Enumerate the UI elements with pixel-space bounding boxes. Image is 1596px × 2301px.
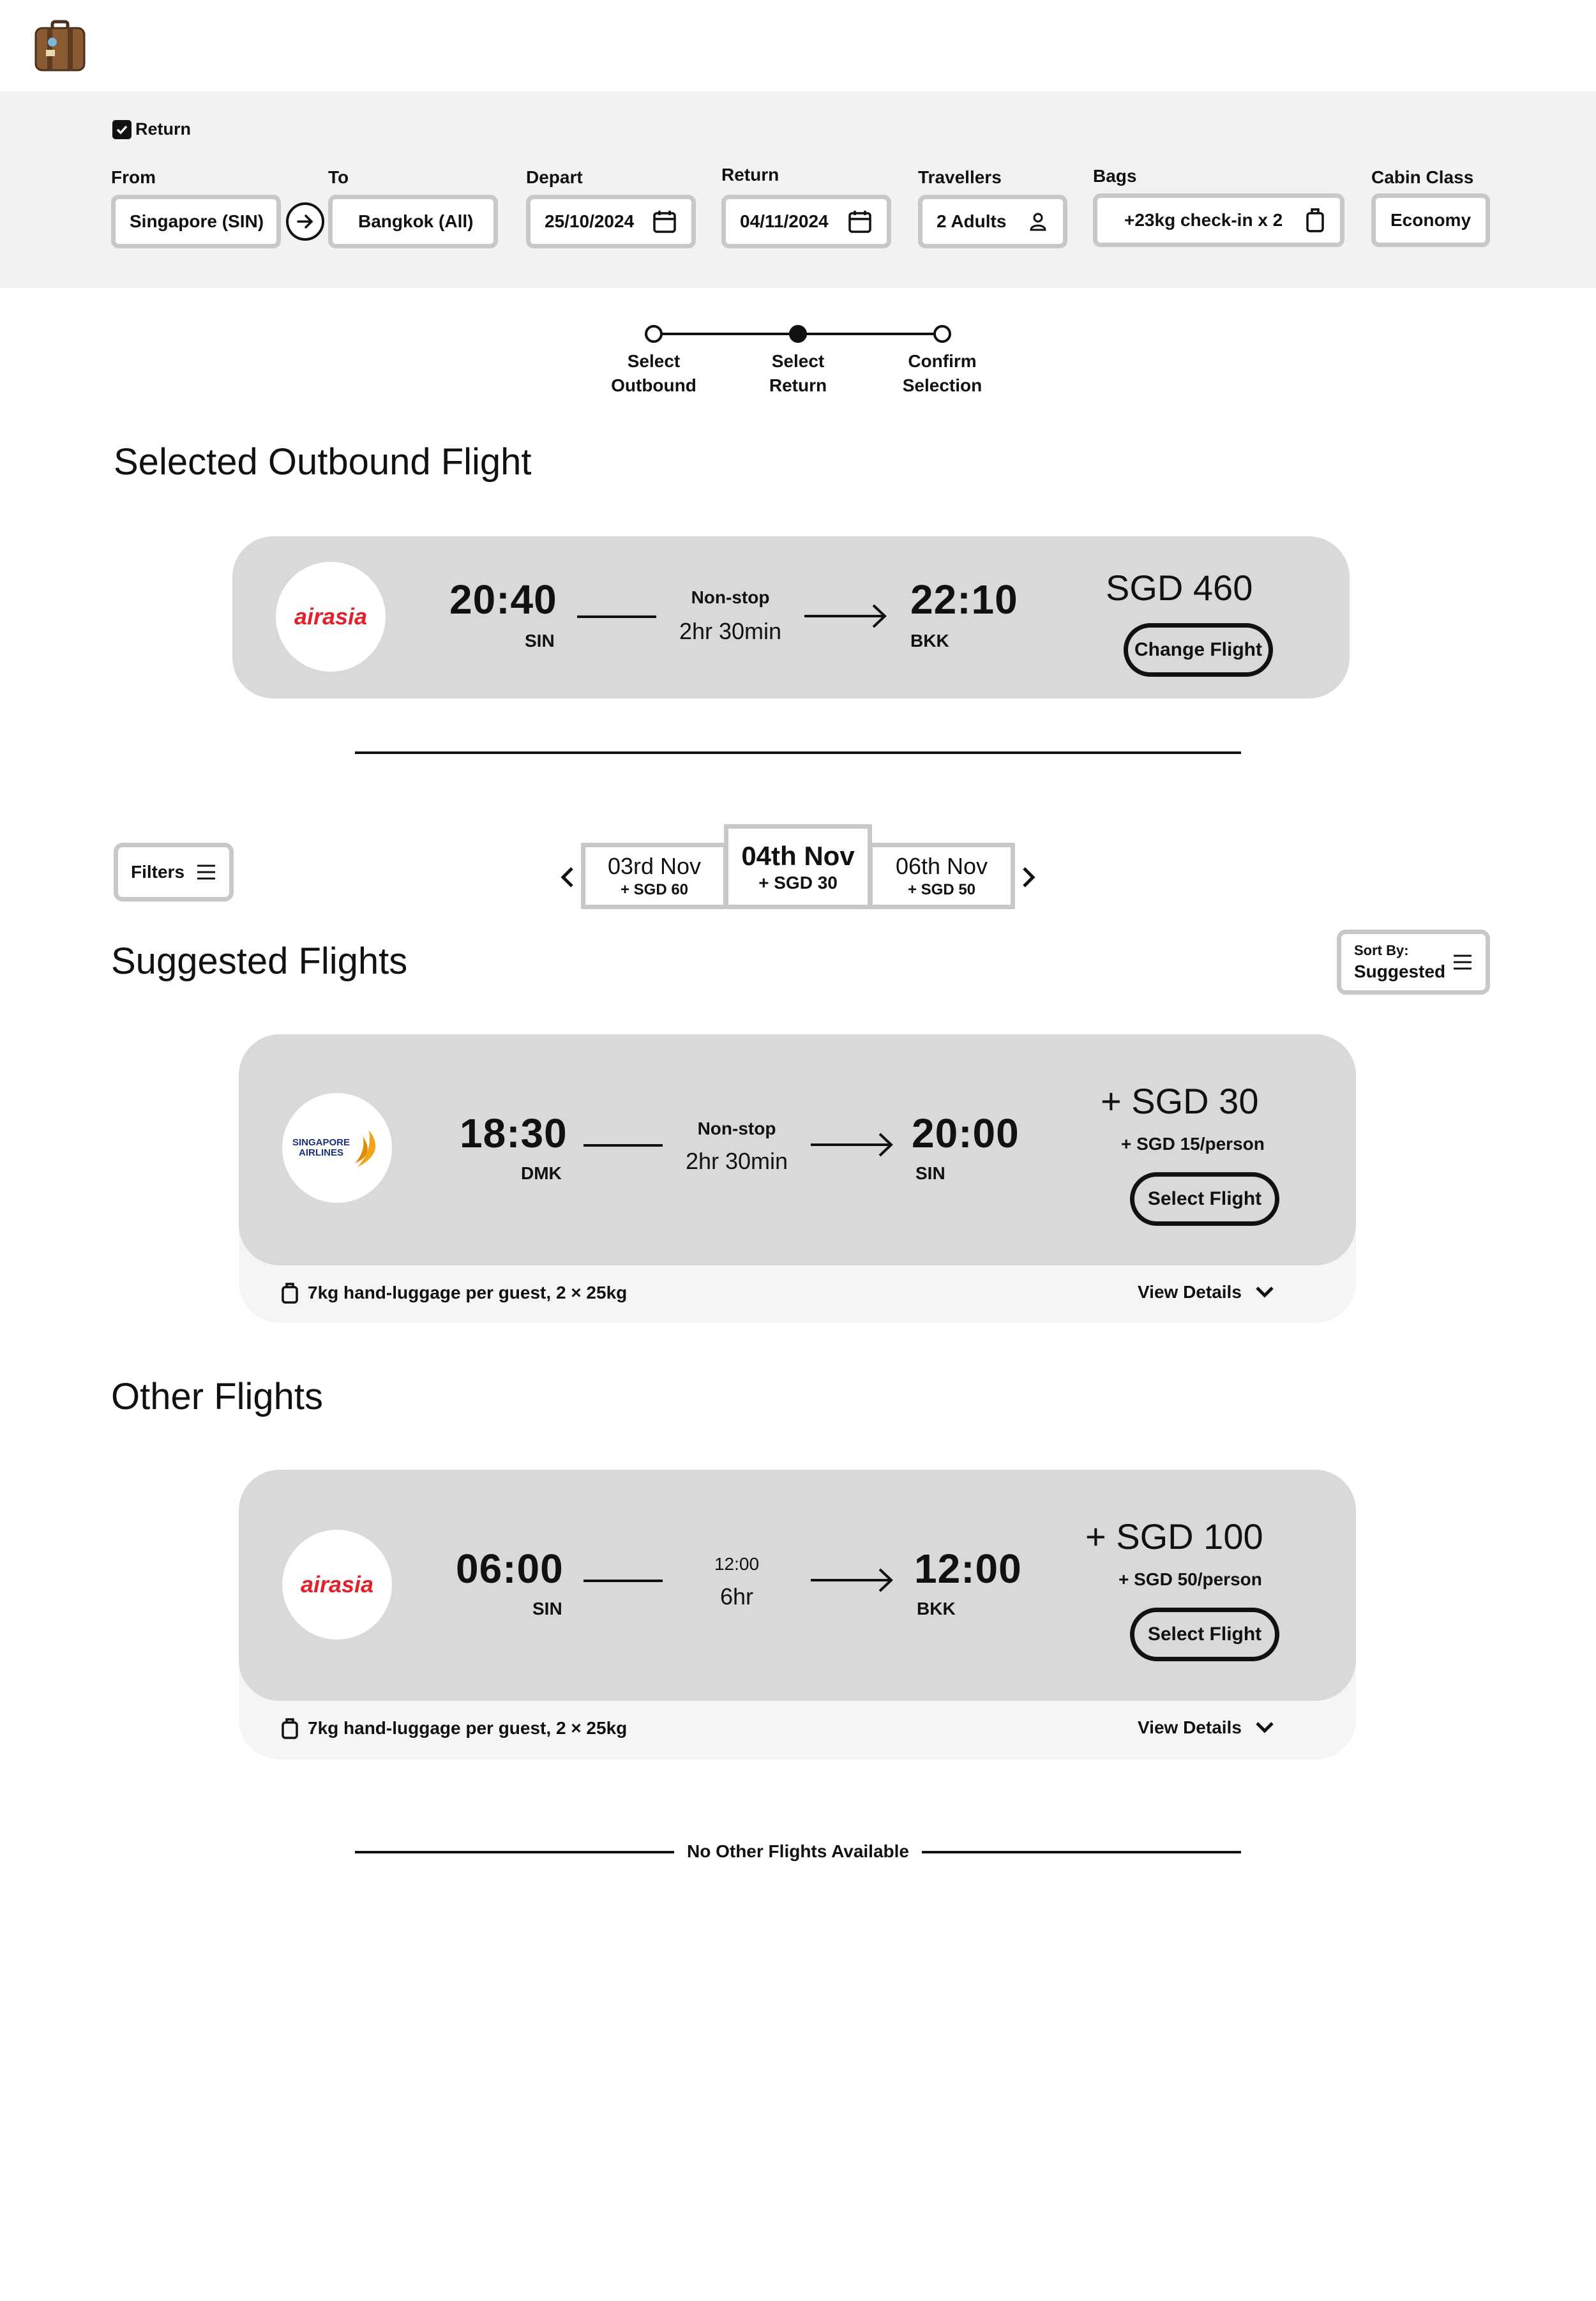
to-label: To: [328, 167, 349, 187]
duration-text: 2hr 30min: [685, 1148, 788, 1174]
menu-icon: [1452, 954, 1473, 970]
return-date-label: Return: [721, 165, 779, 185]
cabin-value: Economy: [1390, 210, 1472, 230]
bag-icon: [1304, 207, 1326, 233]
luggage-text: 7kg hand-luggage per guest, 2 × 25kg: [308, 1718, 628, 1738]
selected-outbound-card: [232, 536, 1350, 698]
view-details-label: View Details: [1138, 1282, 1242, 1302]
stops-text: Non-stop: [697, 1119, 776, 1138]
change-flight-button[interactable]: Change Flight: [1124, 623, 1273, 677]
price-per-person: + SGD 50/person: [1118, 1569, 1262, 1589]
route-arrow-button[interactable]: [286, 202, 324, 241]
step-label: Select Return: [769, 351, 827, 395]
route-line: [583, 1144, 663, 1147]
step-label: Confirm Selection: [902, 351, 982, 395]
step-dot: [933, 325, 951, 343]
bag-icon: [281, 1282, 299, 1304]
depart-value: 25/10/2024: [545, 211, 635, 231]
airasia-logo: airasia: [282, 1530, 392, 1640]
arrow-right-icon: [294, 210, 317, 233]
from-value: Singapore (SIN): [130, 211, 264, 231]
chevron-down-icon: [1254, 1721, 1275, 1735]
bag-icon: [281, 1717, 299, 1739]
step-dot: [645, 325, 663, 343]
filters-label: Filters: [130, 862, 185, 882]
stops-text: 12:00: [714, 1554, 760, 1574]
sort-label: Sort By:: [1354, 942, 1409, 958]
return-date-field[interactable]: [721, 195, 891, 248]
search-panel: [0, 91, 1596, 288]
travellers-label: Travellers: [918, 167, 1002, 187]
cabin-label: Cabin Class: [1371, 167, 1474, 187]
select-flight-button[interactable]: Select Flight: [1130, 1172, 1279, 1226]
depart-code: DMK: [521, 1163, 562, 1183]
luggage-text: 7kg hand-luggage per guest, 2 × 25kg: [308, 1283, 628, 1302]
checkbox-checked-icon[interactable]: [112, 120, 132, 139]
depart-time: 18:30: [460, 1110, 568, 1156]
view-details-toggle[interactable]: [1138, 1717, 1275, 1738]
chevron-down-icon: [1254, 1285, 1275, 1299]
sort-button[interactable]: [1337, 930, 1490, 995]
sort-value: Suggested: [1354, 962, 1446, 981]
section-divider: [355, 751, 1241, 754]
bird-logo-icon: [352, 1128, 382, 1168]
cabin-class-field[interactable]: [1371, 193, 1490, 247]
arrow-right-icon: [809, 1130, 895, 1159]
travellers-value: 2 Adults: [937, 211, 1007, 231]
select-flight-button[interactable]: Select Flight: [1130, 1608, 1279, 1661]
luggage-info: [281, 1717, 627, 1739]
arrow-right-icon: [809, 1565, 895, 1595]
chevron-left-icon[interactable]: [558, 866, 577, 889]
duration-text: 6hr: [719, 1583, 754, 1610]
duration-text: 2hr 30min: [679, 618, 782, 644]
from-label: From: [111, 167, 156, 187]
arrive-time: 12:00: [914, 1546, 1022, 1592]
end-divider-right: [922, 1851, 1241, 1853]
other-flights-title: Other Flights: [111, 1376, 323, 1417]
travellers-field[interactable]: [918, 195, 1067, 248]
depart-time: 06:00: [456, 1546, 564, 1592]
other-flight-card: [239, 1470, 1356, 1701]
selected-outbound-title: Selected Outbound Flight: [114, 441, 532, 483]
depart-code: SIN: [532, 1599, 562, 1618]
date-tab-prev[interactable]: 03rd Nov + SGD 60: [581, 843, 728, 909]
bags-value: +23kg check-in x 2: [1124, 210, 1283, 230]
chevron-right-icon[interactable]: [1019, 866, 1038, 889]
from-field[interactable]: [111, 195, 281, 248]
singapore-airlines-logo: SINGAPORE AIRLINES: [282, 1093, 392, 1203]
calendar-icon[interactable]: [847, 209, 873, 234]
no-more-flights-text: No Other Flights Available: [687, 1841, 909, 1861]
depart-date-field[interactable]: [526, 195, 696, 248]
return-date-value: 04/11/2024: [740, 211, 829, 231]
price: + SGD 100: [1085, 1516, 1263, 1557]
arrow-right-icon: [803, 601, 889, 631]
menu-icon: [196, 864, 216, 880]
arrive-time: 22:10: [910, 577, 1018, 622]
price: SGD 460: [1106, 568, 1253, 608]
filters-button[interactable]: [114, 843, 234, 902]
bags-label: Bags: [1093, 166, 1137, 186]
depart-label: Depart: [526, 167, 583, 187]
suggested-flight-card: [239, 1034, 1356, 1265]
depart-code: SIN: [525, 631, 555, 651]
calendar-icon[interactable]: [652, 209, 677, 234]
arrive-code: BKK: [910, 631, 949, 651]
arrive-code: BKK: [917, 1599, 956, 1618]
arrive-time: 20:00: [912, 1110, 1020, 1156]
view-details-toggle[interactable]: [1138, 1282, 1275, 1302]
to-value: Bangkok (All): [358, 211, 474, 231]
depart-time: 20:40: [449, 577, 557, 622]
arrive-code: SIN: [915, 1163, 945, 1183]
end-divider-left: [355, 1851, 674, 1853]
step-dot: [789, 325, 807, 343]
view-details-label: View Details: [1138, 1717, 1242, 1737]
return-label: Return: [135, 119, 191, 139]
luggage-info: [281, 1282, 627, 1304]
person-icon: [1027, 211, 1049, 232]
stops-text: Non-stop: [691, 587, 770, 607]
date-tab-next[interactable]: 06th Nov + SGD 50: [868, 843, 1015, 909]
price: + SGD 30: [1101, 1081, 1259, 1121]
to-field[interactable]: [328, 195, 498, 248]
suggested-flights-title: Suggested Flights: [111, 940, 408, 982]
date-tab-selected[interactable]: 04th Nov + SGD 30: [724, 824, 872, 909]
suitcase-icon[interactable]: [33, 19, 87, 73]
step-label: Select Outbound: [611, 351, 696, 395]
price-per-person: + SGD 15/person: [1121, 1134, 1265, 1154]
bags-field[interactable]: [1093, 193, 1344, 247]
airasia-logo: airasia: [276, 562, 386, 672]
route-line: [583, 1580, 663, 1582]
return-toggle[interactable]: [112, 119, 191, 139]
